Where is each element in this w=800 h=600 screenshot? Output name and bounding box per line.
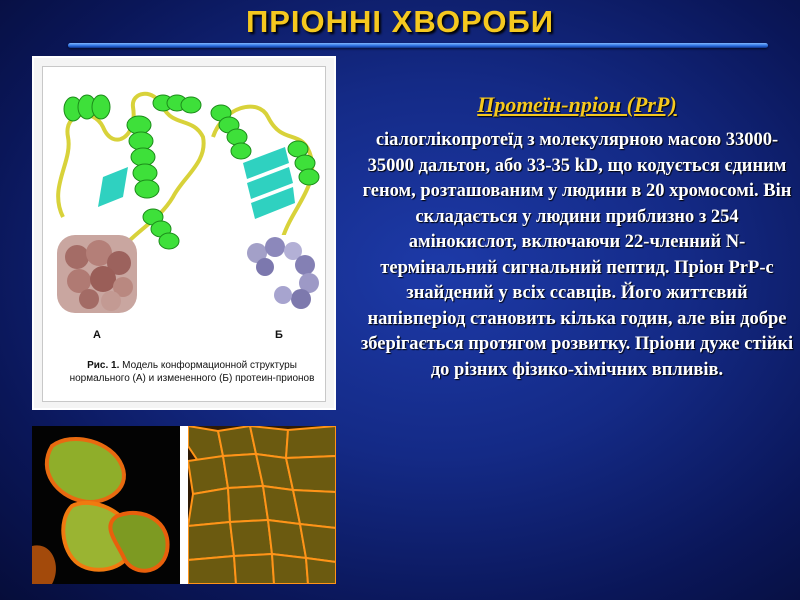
caption-prefix: Рис. 1.	[87, 360, 120, 371]
fluorescence-micrograph-cells	[32, 426, 180, 584]
figure-panel	[42, 66, 326, 402]
image-separator	[180, 426, 188, 584]
helix-a1	[64, 95, 110, 121]
helix-a4	[143, 209, 179, 249]
sheet-a	[98, 167, 128, 207]
protein-ribbon-diagram	[43, 67, 327, 403]
body-paragraph: сіалоглікопротеїд з молекулярною масою 33000-35000 дальтон, або 33-35 kD, що кодується єдиним геном, розташованим у людини в 20 хромосомі. Він складається у людини приблизно з 254 амінокислот, включаючи 22-членний N-термінальний сигнальний пептид. Пріон PrP-c знайдений у всіх ссавців. Його життєвий напівперіод становить кілька годин, але він добре зберігається протягом розвитку. Пріони дуже стійкі до різних фізико-хімічних впливів.	[360, 130, 794, 380]
panel-label-a: А	[93, 329, 101, 341]
surface-model-b	[239, 235, 321, 313]
protein-structure-figure	[32, 56, 336, 410]
caption-text: Модель конформационной структуры нормального (А) и измененного (Б) протеин-прионов	[69, 360, 315, 384]
helix-b2	[288, 141, 319, 185]
slide-title: ПРІОННІ ХВОРОБИ	[245, 4, 555, 39]
helix-a3	[153, 95, 201, 113]
panel-label-b: Б	[275, 329, 283, 341]
surface-model-a	[57, 235, 137, 313]
figure-caption	[57, 359, 327, 385]
title-divider	[68, 43, 768, 48]
section-subtitle: Протеїн-пріон (PrP)	[477, 92, 677, 117]
helix-a2	[127, 116, 159, 198]
fluorescence-micrograph-tissue	[188, 426, 336, 584]
